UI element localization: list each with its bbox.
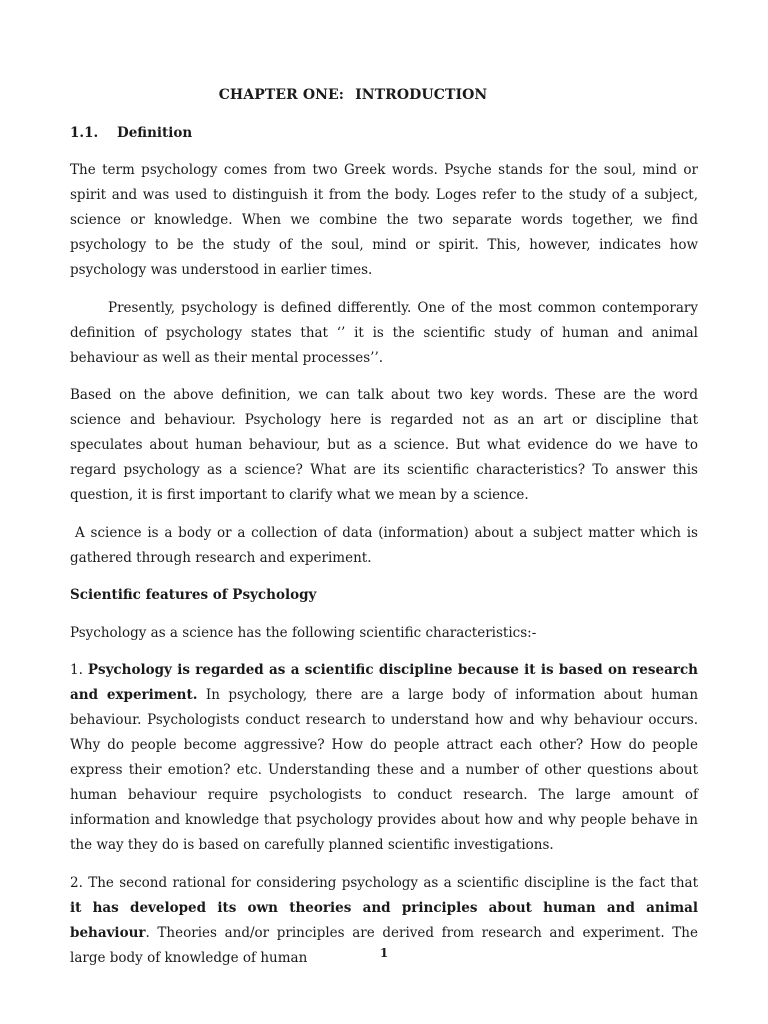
point-1-number: 1. (70, 662, 83, 678)
paragraph-3: Based on the above definition, we can talk about two key words. These are the word science and behaviour. Psychology here is regarded not as an art or discipline that speculates about human behaviour, but as a science. But what evidence do we have to regard psychology as a science? What are its scientific characteristics? To answer this question, it is first important to clarify what we mean by a science. (70, 387, 698, 503)
point-1-bold: Psychology is regarded as a scientific discipline because it is based on research and experiment. (70, 662, 698, 703)
point-2-number: 2. (70, 874, 83, 891)
chapter-title-part2: INTRODUCTION (355, 87, 488, 103)
chapter-title-part1: CHAPTER ONE: (218, 87, 345, 103)
paragraph-1: The term psychology comes from two Greek words. Psyche stands for the soul, mind or spirit and was used to distinguish it from the body. Loges refer to the study of a subject, science or knowledge. When we combine the two separate words together, we find psychology to be the study of the soul, mind or spirit. This, however, indicates how psychology was understood in earlier times. (70, 162, 698, 278)
point-1 (70, 658, 698, 858)
subheading: Scientific features of Psychology (70, 587, 317, 603)
point-2-text-before: The second rational for considering psychology as a scientific discipline is the fact that (88, 874, 698, 891)
section-heading (70, 125, 192, 141)
chapter-title (0, 87, 706, 103)
section-number: 1.1. (70, 125, 99, 141)
section-title: Definition (117, 125, 193, 141)
intro-line: Psychology as a science has the following scientific characteristics:- (70, 624, 537, 641)
document-body (70, 158, 698, 983)
paragraph-4: A science is a body or a collection of data (information) about a subject matter which is gathered through research and experiment. (70, 524, 698, 566)
point-1-text: In psychology, there are a large body of information about human behaviour. Psychologists conduct research to understand how and why behaviour occurs. Why do people become aggressive? How do people attract each other? How do people express their emotion? etc. Understanding these and a number of other questions about human behaviour require psychologists to conduct research. The large amount of information and knowledge that psychology provides about how and why people behave in the way they do is based on carefully planned scientific investigations. (70, 687, 699, 853)
paragraph-2: Presently, psychology is defined differently. One of the most common contemporary definition of psychology states that ‘’ it is the scientific study of human and animal behaviour as well as their mental processes’’. (70, 299, 698, 366)
page-number: 1 (379, 946, 389, 960)
point-2-text-after: . Theories and/or principles are derived from research and experiment. The large body of knowledge of human (70, 924, 698, 966)
point-2-bold: it has developed its own theories and principles about human and animal behaviour (70, 899, 698, 941)
